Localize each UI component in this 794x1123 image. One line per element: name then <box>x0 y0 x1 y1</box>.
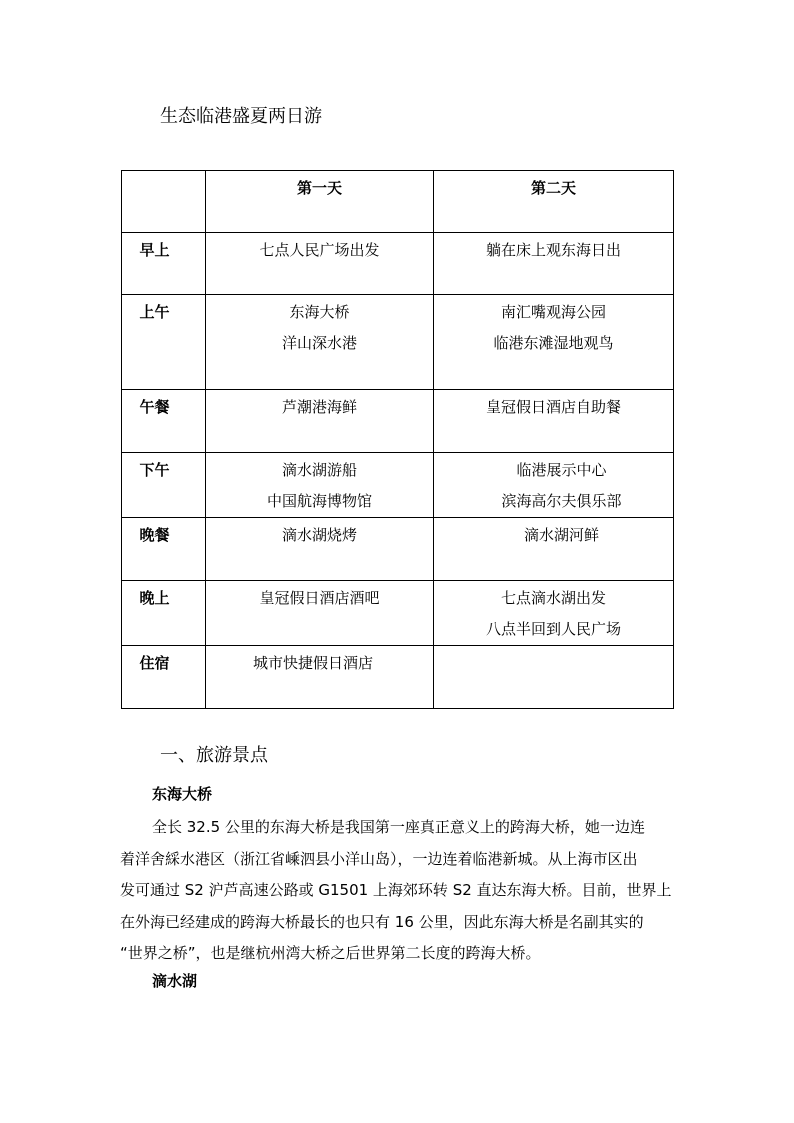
table-row <box>122 581 674 646</box>
day1-cell <box>206 295 434 390</box>
day1-activity: 洋山深水港 <box>281 334 357 352</box>
day2-activity: 皇冠假日酒店自助餐 <box>485 398 621 416</box>
spot-heading-dishui-lake: 滴水湖 <box>152 972 198 990</box>
paragraph-line: 着洋舍綵水港区（浙江省嵊泗县小洋山岛），一边连着临港新城。从上海市区出 <box>120 849 638 868</box>
table-row <box>122 233 674 295</box>
day2-activity: 临港东滩湿地观鸟 <box>493 334 614 352</box>
day1-cell <box>206 453 434 518</box>
row-label: 下午 <box>122 453 206 518</box>
itinerary-table <box>121 170 674 709</box>
paragraph-line: 发可通过 S2 沪芦高速公路或 G1501 上海郊环转 S2 直达东海大桥。目前，世界上 <box>120 881 672 899</box>
header-corner-cell <box>122 171 206 233</box>
document-title: 生态临港盛夏两日游 <box>160 106 322 127</box>
day1-activity: 皇冠假日酒店酒吧 <box>259 589 380 607</box>
spot-heading-east-sea-bridge: 东海大桥 <box>152 785 213 803</box>
day2-activity: 滴水湖河鲜 <box>523 526 599 544</box>
day2-activity: 八点半回到人民广场 <box>485 620 621 638</box>
day1-activity: 中国航海博物馆 <box>266 492 372 510</box>
day2-cell <box>434 390 674 453</box>
day1-cell <box>206 518 434 581</box>
day2-activity: 七点滴水湖出发 <box>500 589 606 607</box>
paragraph-line: “世界之桥”，也是继杭州湾大桥之后世界第二长度的跨海大桥。 <box>120 944 541 962</box>
section-heading: 一、旅游景点 <box>160 745 268 766</box>
day1-activity: 七点人民广场出发 <box>259 241 380 259</box>
spot-description-east-sea-bridge <box>120 812 676 970</box>
day2-activity: 躺在床上观东海日出 <box>485 241 621 259</box>
day2-cell <box>434 295 674 390</box>
table-row <box>122 390 674 453</box>
day1-activity: 城市快捷假日酒店 <box>253 654 374 672</box>
day2-cell <box>434 518 674 581</box>
paragraph-line: 在外海已经建成的跨海大桥最长的也只有 16 公里，因此东海大桥是名副其实的 <box>120 912 644 931</box>
row-label: 上午 <box>122 295 206 390</box>
row-label: 早上 <box>122 233 206 295</box>
day1-activity: 滴水湖烧烤 <box>281 526 357 544</box>
day2-cell <box>434 233 674 295</box>
day2-activity: 滨海高尔夫俱乐部 <box>501 492 622 510</box>
day1-cell <box>206 233 434 295</box>
header-day1: 第一天 <box>206 171 434 233</box>
day2-cell <box>434 646 674 709</box>
table-row <box>122 646 674 709</box>
day1-activity: 东海大桥 <box>289 303 350 321</box>
row-label: 晚上 <box>122 581 206 646</box>
row-label: 晚餐 <box>122 518 206 581</box>
day2-cell <box>434 581 674 646</box>
table-row <box>122 518 674 581</box>
day1-cell <box>206 390 434 453</box>
paragraph-line: 全长 32.5 公里的东海大桥是我国第一座真正意义上的跨海大桥，她一边连 <box>152 818 645 836</box>
day2-cell <box>434 453 674 518</box>
row-label: 住宿 <box>122 646 206 709</box>
day1-cell <box>206 646 434 709</box>
table-header-row <box>122 171 674 233</box>
header-day2: 第二天 <box>434 171 674 233</box>
day1-activity: 滴水湖游船 <box>281 461 357 479</box>
row-label: 午餐 <box>122 390 206 453</box>
table-row <box>122 295 674 390</box>
day2-activity: 南汇嘴观海公园 <box>500 303 606 321</box>
day1-cell <box>206 581 434 646</box>
day2-activity: 临港展示中心 <box>516 461 607 479</box>
day1-activity: 芦潮港海鲜 <box>281 398 357 416</box>
table-row <box>122 453 674 518</box>
